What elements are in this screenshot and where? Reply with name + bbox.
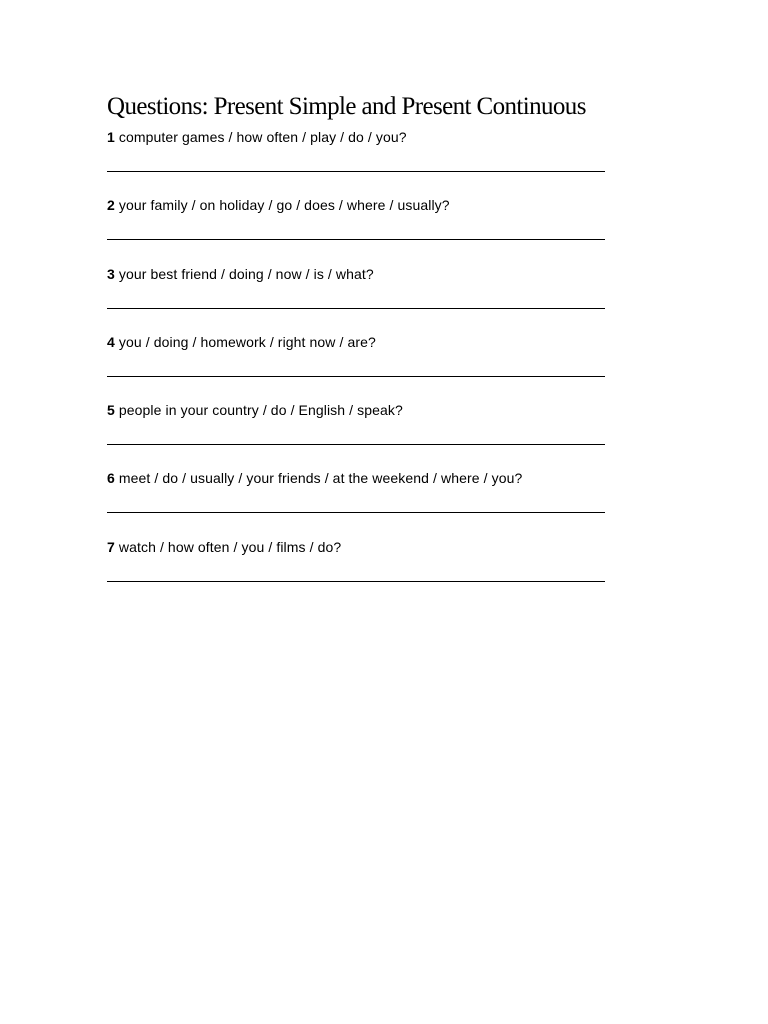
question-text-4 [107, 332, 376, 352]
question-prompt: your family / on holiday / go / does / where / usually? [118, 197, 450, 214]
answer-line[interactable] [107, 581, 605, 582]
question-prompt: watch / how often / you / films / do? [118, 538, 342, 555]
question-prompt: people in your country / do / English / speak? [118, 402, 403, 419]
question-prompt: meet / do / usually / your friends / at the weekend / where / you? [118, 470, 523, 487]
question-item-4 [107, 328, 627, 396]
worksheet-title: Questions: Present Simple and Present Continuous [107, 93, 586, 120]
question-list [107, 123, 627, 601]
question-number: 2 [107, 197, 115, 214]
question-prompt: your best friend / doing / now / is / what? [118, 265, 374, 282]
answer-line[interactable] [107, 444, 605, 445]
question-prompt: computer games / how often / play / do / you? [118, 129, 407, 145]
answer-line[interactable] [107, 376, 605, 377]
question-item-5 [107, 396, 627, 464]
question-number: 3 [107, 265, 115, 282]
question-text-3 [107, 264, 374, 284]
question-text-6 [107, 468, 522, 488]
question-number: 1 [107, 129, 115, 145]
question-prompt: you / doing / homework / right now / are? [118, 333, 376, 350]
answer-line[interactable] [107, 308, 605, 309]
question-text-5 [107, 400, 403, 420]
answer-line[interactable] [107, 171, 605, 172]
question-text-7 [107, 537, 341, 557]
question-number: 5 [107, 402, 115, 419]
question-text-1 [107, 127, 407, 147]
question-number: 4 [107, 333, 115, 350]
question-number: 6 [107, 470, 115, 487]
question-item-1 [107, 123, 627, 191]
question-item-6 [107, 464, 627, 532]
answer-line[interactable] [107, 239, 605, 240]
question-item-2 [107, 191, 627, 259]
question-number: 7 [107, 538, 115, 555]
question-text-2 [107, 195, 450, 215]
question-item-7 [107, 533, 627, 601]
question-item-3 [107, 260, 627, 328]
answer-line[interactable] [107, 512, 605, 513]
